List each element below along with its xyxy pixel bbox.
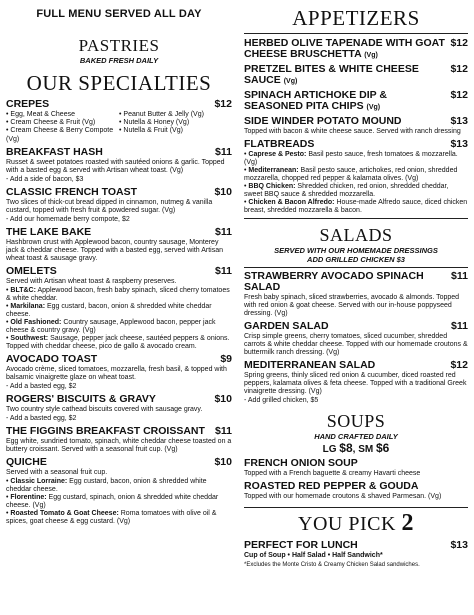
item-name-text: HERBED OLIVE TAPENADE WITH GOAT CHEESE BRUSCHETTA — [244, 37, 445, 60]
option-label: Old Fashioned: — [10, 318, 62, 326]
item-addon: - Add our homemade berry compote, $2 — [6, 215, 130, 223]
item-name: CLASSIC FRENCH TOAST — [6, 185, 138, 198]
crepe-options — [6, 111, 232, 144]
option: • Southwest: Sausage, pepper jack cheese, sautéed peppers & onions. Topped with cheddar cheese, pico de gallo & avocado cream. — [6, 334, 230, 350]
option-label: Chicken & Bacon Alfredo: — [248, 199, 335, 206]
item-price: $12 — [450, 37, 468, 49]
item-name: THE FIGGINS BREAKFAST CROISSANT — [6, 424, 205, 437]
item-description: Avocado crème, sliced tomatoes, mozzarella, fresh basil, & topped with balsamic vinaigrette glaze on wheat toast. — [6, 365, 227, 381]
option-label: Roasted Tomato & Goat Cheese: — [10, 509, 119, 517]
item-name: PERFECT FOR LUNCH — [244, 539, 358, 551]
crepe-option: • Nutella & Honey (Vg) — [119, 119, 190, 127]
option-text: Sausage, pepper jack cheese, sautéed peppers & onions. Topped with cheddar cheese, pico de gallo & avocado cream. — [6, 334, 230, 350]
menu-item — [6, 426, 232, 454]
item-description: Fresh baby spinach, sliced strawberries, avocado & almonds. Topped with red onion & goat cheese. Served with our in-house poppyseed dressing. (Vg) — [244, 294, 460, 317]
option-label: Southwest: — [10, 334, 49, 342]
right-column — [244, 0, 468, 569]
menu-item — [244, 90, 468, 113]
item-name — [244, 90, 446, 113]
soup-prices: LG $8, SM $6 — [322, 441, 390, 455]
menu-item — [244, 271, 468, 318]
item-description: Russet & sweet potatoes roasted with sautéed onions & garlic. Topped with a basted egg & served with Artisan wheat toast. (Vg) — [6, 158, 225, 174]
item-name-text: SPINACH ARTICHOKE DIP & SEASONED PITA CHIPS — [244, 89, 387, 112]
menu-item — [6, 187, 232, 224]
item-addon: - Add a basted egg, $2 — [6, 382, 77, 390]
item-name — [244, 38, 446, 61]
option-label: Florentine: — [10, 493, 47, 501]
item-price: $11 — [215, 424, 232, 437]
item-addon: - Add a side of bacon, $3 — [6, 175, 84, 183]
item-description: Topped with bacon & white cheese sauce. Served with ranch dressing — [244, 128, 461, 135]
option: • Markilana: Egg custard, bacon, onion & shredded white cheddar cheese. — [6, 302, 212, 318]
menu-item — [244, 481, 468, 501]
menu-item — [6, 394, 232, 423]
option: • BBQ Chicken: Shredded chicken, red onion, shredded cheddar, sweet BBQ sauce & shredded mozzarella. — [244, 183, 449, 198]
menu-item-flatbreads — [244, 139, 468, 215]
you-pick-label: YOU PICK — [298, 513, 396, 535]
pastries-title: PASTRIES — [78, 36, 160, 55]
option-text: Egg custard, bacon, onion & shredded white cheddar cheese. — [6, 477, 207, 493]
item-name: STRAWBERRY AVOCADO SPINACH SALAD — [244, 270, 424, 293]
soup-price-large: $8 — [339, 441, 353, 455]
veg-tag: (Vg) — [283, 78, 298, 85]
item-price: $11 — [215, 264, 232, 277]
item-price: $13 — [450, 138, 468, 150]
item-name: GARDEN SALAD — [244, 320, 329, 332]
quiche-options — [6, 478, 232, 526]
option-text: House-made Alfredo sauce, diced chicken breast, shredded mozzarella & bacon. — [244, 199, 468, 214]
option-label: Classic Lorraine: — [10, 477, 68, 485]
option-text: Shredded chicken, red onion, shredded cheddar, sweet BBQ sauce & shredded mozzarella. — [244, 183, 449, 198]
soup-price-small: $6 — [376, 441, 390, 455]
item-price: $11 — [215, 145, 232, 158]
option-label: Caprese & Pesto: — [248, 151, 307, 158]
item-name: OMELETS — [6, 264, 57, 277]
item-description: Topped with our homemade croutons & shaved Parmesan. (Vg) — [244, 493, 442, 500]
item-description: Two country style cathead biscuits covered with sausage gravy. — [6, 405, 203, 413]
item-name: ROGERS' BISCUITS & GRAVY — [6, 392, 156, 405]
option: • Chicken & Bacon Alfredo: House-made Alfredo sauce, diced chicken breast, shredded mozzarella & bacon. — [244, 199, 468, 214]
soup-size-label: LG — [322, 444, 337, 455]
option: • Caprese & Pesto: Basil pesto sauce, fresh tomatoes & mozzarella. (Vg) — [244, 151, 458, 166]
item-description: Served with a seasonal fruit cup. — [6, 468, 108, 476]
option-text: Country sausage, Applewood bacon, pepper jack cheese & country gravy. (Vg) — [6, 318, 216, 334]
salads-title: SALADS — [319, 225, 393, 245]
item-name: QUICHE — [6, 455, 47, 468]
pastries-subtitle: BAKED FRESH DAILY — [79, 56, 159, 65]
menu-item — [244, 540, 468, 569]
soups-note: HAND CRAFTED DAILY — [314, 432, 398, 441]
menu-item — [6, 227, 232, 263]
divider — [244, 218, 468, 219]
item-name: MEDITERRANEAN SALAD — [244, 359, 376, 371]
item-price: $13 — [450, 115, 468, 127]
salads-note: SERVED WITH OUR HOMEMADE DRESSINGS — [274, 246, 438, 255]
menu-item — [244, 458, 468, 478]
item-price: $12 — [450, 359, 468, 371]
item-description: Egg white, sundried tomato, spinach, white cheddar cheese toasted on a buttery croissant. Served with a seasonal fruit cup. (Vg) — [6, 437, 232, 453]
veg-tag: (Vg) — [366, 104, 381, 111]
crepe-option: • Egg, Meat & Cheese — [6, 111, 75, 118]
option: • Classic Lorraine: Egg custard, bacon, onion & shredded white cheddar cheese. — [6, 477, 207, 493]
item-name: ROASTED RED PEPPER & GOUDA — [244, 480, 419, 492]
option-label: Markilana: — [10, 302, 46, 310]
item-description: Spring greens, thinly sliced red onion & cucumber, diced roasted red peppers, kalamata olives & feta cheese. Topped with a traditional Greek vinaigrette dressing. (Vg) — [244, 372, 467, 395]
menu-item — [244, 116, 468, 136]
menu-item — [244, 64, 468, 87]
item-name: AVOCADO TOAST — [6, 352, 98, 365]
option: • Mediterranean: Basil pesto sauce, artichokes, red onion, shredded mozzarella, chopped red pepper & kalamata olives. (Vg) — [244, 167, 458, 182]
item-description: Two slices of thick-cut bread dipped in cinnamon, nutmeg & vanilla custard, topped with fresh fruit & powdered sugar. (Vg) — [6, 198, 213, 214]
menu-item-omelets — [6, 266, 232, 351]
item-name: SIDE WINDER POTATO MOUND — [244, 115, 402, 127]
soup-size-label: SM — [358, 444, 374, 455]
option: • Florentine: Egg custard, spinach, onion & shredded white cheddar cheese. (Vg) — [6, 493, 219, 509]
menu-item — [244, 360, 468, 405]
option-text: Applewood bacon, fresh baby spinach, sliced cherry tomatoes & white cheddar. — [6, 286, 230, 302]
menu-item — [244, 321, 468, 357]
item-price: $12 — [214, 98, 232, 110]
item-name: CREPES — [6, 98, 50, 110]
omelet-options — [6, 287, 232, 351]
you-pick-title — [244, 507, 468, 537]
item-price: $12 — [450, 89, 468, 101]
item-description: Hashbrown crust with Applewood bacon, country sausage, Monterey jack & cheddar cheese. Topped with a basted egg, served with Artisan wheat toast & sausage gravy. — [6, 238, 224, 262]
crepe-option: • Peanut Butter & Jelly (Vg) — [119, 111, 204, 118]
item-name: FRENCH ONION SOUP — [244, 457, 358, 469]
option-label: BLT&C: — [10, 286, 36, 294]
appetizers-title: APPETIZERS — [244, 6, 468, 34]
option-text: Egg custard, spinach, onion & shredded white cheddar cheese. (Vg) — [6, 493, 219, 509]
item-addon: - Add a basted egg, $2 — [6, 414, 77, 422]
crepe-option: • Cream Cheese & Berry Compote (Vg) — [6, 127, 114, 143]
item-name-text: PRETZEL BITES & WHITE CHEESE SAUCE — [244, 63, 419, 86]
option-label: BBQ Chicken: — [248, 183, 296, 190]
menu-item — [6, 147, 232, 184]
item-name: FLATBREADS — [244, 138, 315, 150]
item-addon: - Add grilled chicken, $5 — [244, 397, 319, 404]
item-price: $10 — [214, 455, 232, 468]
item-description: Served with Artisan wheat toast & raspberry preserves. — [6, 277, 177, 285]
menu-item-crepes — [6, 99, 232, 144]
option: • BLT&C: Applewood bacon, fresh baby spinach, sliced cherry tomatoes & white cheddar. — [6, 286, 230, 302]
item-price: $11 — [451, 270, 468, 282]
menu-item — [244, 38, 468, 61]
option-label: Mediterranean: — [248, 167, 299, 174]
flatbread-options — [244, 151, 468, 215]
divider — [244, 267, 468, 268]
crepe-option: • Nutella & Fruit (Vg) — [119, 127, 183, 135]
specialties-title: OUR SPECIALTIES — [26, 71, 212, 95]
item-price: $11 — [451, 320, 468, 332]
soups-title: SOUPS — [326, 411, 386, 431]
item-price: $13 — [450, 539, 468, 551]
item-description: Crisp simple greens, cherry tomatoes, sliced cucumber, shredded carrots & white cheddar cheese. Topped with our homemade croutons & buttermilk ranch dressing. (Vg) — [244, 333, 468, 356]
salads-addon-note: ADD GRILLED CHICKEN $3 — [307, 255, 405, 264]
item-name: THE LAKE BAKE — [6, 225, 92, 238]
item-description: Topped with a French baguette & creamy Havarti cheese — [244, 470, 421, 477]
option-text: Basil pesto sauce, fresh tomatoes & mozzarella. (Vg) — [244, 151, 458, 166]
option: • Roasted Tomato & Goat Cheese: Roma tomatoes with olive oil & spices, goat cheese & egg custard. (Vg) — [6, 509, 217, 525]
item-price: $12 — [450, 63, 468, 75]
left-column — [6, 0, 232, 526]
you-pick-number: 2 — [401, 510, 414, 536]
menu-item — [6, 354, 232, 391]
item-note: *Excludes the Monte Cristo & Creamy Chicken Salad sandwiches. — [244, 562, 420, 568]
item-price: $10 — [214, 185, 232, 198]
item-name: BREAKFAST HASH — [6, 145, 103, 158]
veg-tag: (Vg) — [364, 52, 378, 59]
option-text: Egg custard, bacon, onion & shredded white cheddar cheese. — [6, 302, 212, 318]
item-price: $11 — [215, 225, 232, 238]
item-price: $10 — [214, 392, 232, 405]
option-text: Roma tomatoes with olive oil & spices, goat cheese & egg custard. (Vg) — [6, 509, 217, 525]
option: • Old Fashioned: Country sausage, Applewood bacon, pepper jack cheese & country gravy. (Vg) — [6, 318, 216, 334]
option-text: Basil pesto sauce, artichokes, red onion, shredded mozzarella, chopped red pepper & kalamata olives. (Vg) — [244, 167, 458, 182]
menu-item-quiche — [6, 457, 232, 526]
item-price: $9 — [220, 352, 232, 365]
crepe-option: • Cream Cheese & Fruit (Vg) — [6, 119, 96, 127]
item-description: Cup of Soup • Half Salad • Half Sandwich* — [244, 552, 383, 559]
item-name — [244, 64, 446, 87]
menu-banner: FULL MENU SERVED ALL DAY — [36, 8, 202, 20]
